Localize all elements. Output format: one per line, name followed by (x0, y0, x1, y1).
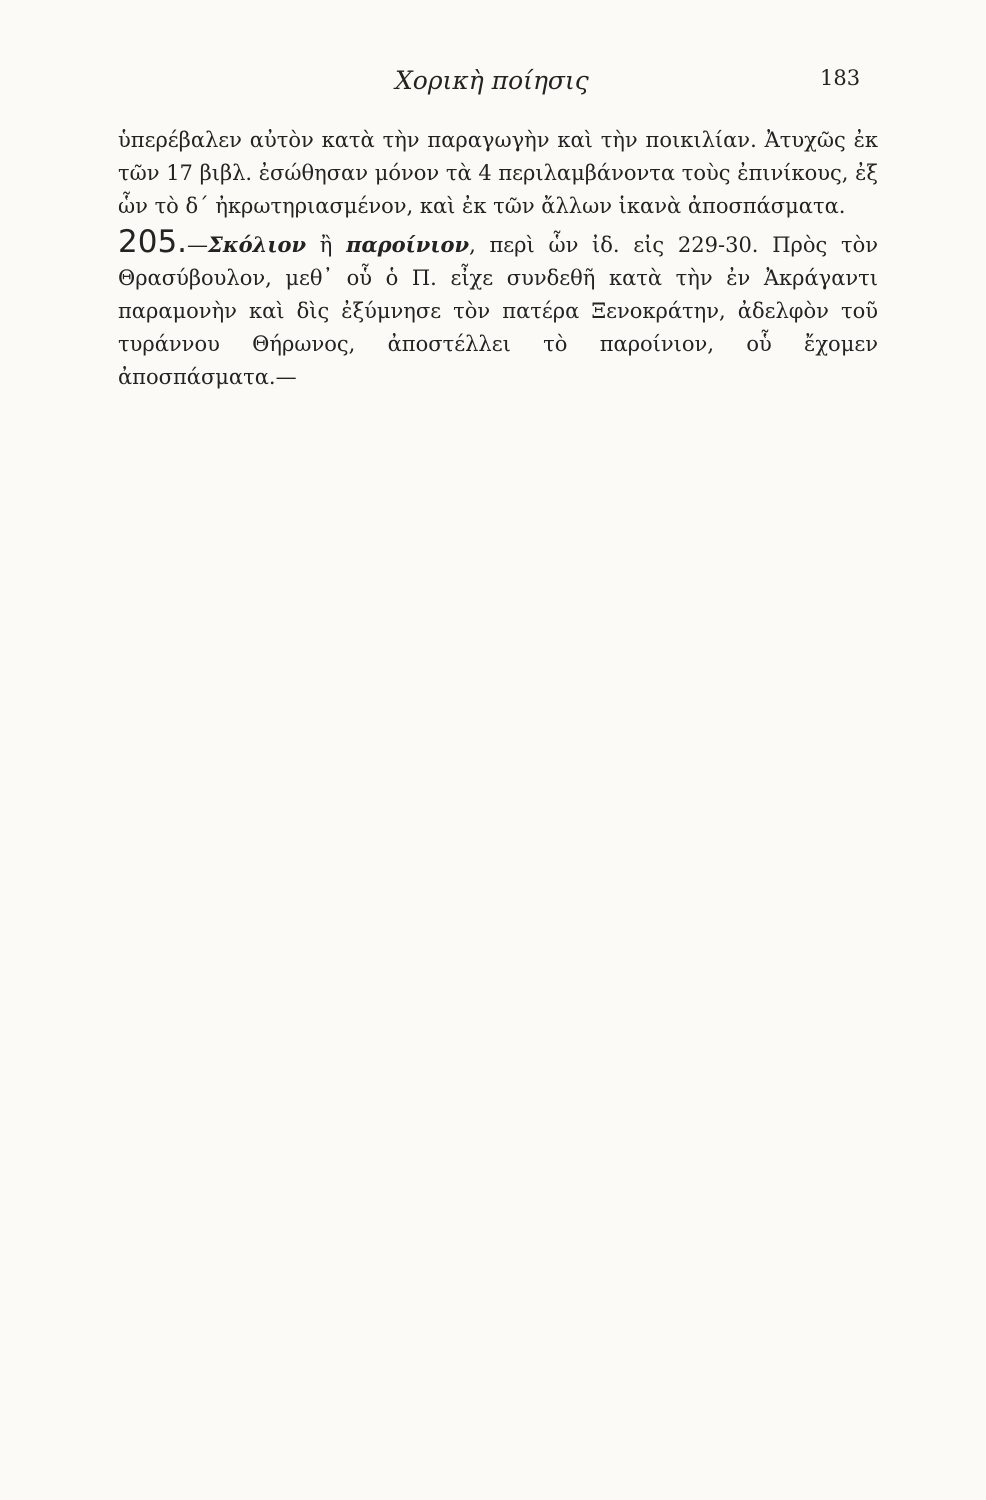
page-number: 183 (820, 66, 861, 90)
entry-number: 205. (118, 224, 188, 261)
term: Σκόλιον (208, 232, 307, 258)
or-word: ἢ (306, 233, 347, 258)
entry-205 (118, 226, 878, 393)
intro-paragraph: ὑπερέβαλεν αὐτὸν κατὰ τὴν παραγωγὴν καὶ τὴν ποικιλίαν. Ἀτυχῶς ἐκ τῶν 17 βιβλ. ἐσώθησαν μόνον τὰ 4 περιλαμβάνοντα τοὺς ἐπινίκους, ἐξ ὧν τὸ δ΄ ἠκρωτηριασμένον, καὶ ἐκ τῶν ἄλλων ἱκανὰ ἀποσπάσματα. (118, 128, 878, 218)
dash: — (187, 233, 209, 258)
running-title: Χορικὴ ποίησις (395, 66, 589, 95)
entry-text: , περὶ ὧν ἰδ. εἰς 229-30. Πρὸς τὸν Θρασύβουλον, μεθ᾽ οὗ ὁ Π. εἶχε συνδεθῆ κατὰ τὴν ἐν Ἀκράγαντι παραμονὴν καὶ δὶς ἐξύμνησε τὸν πατέρα Ξενοκράτην, ἀδελφὸν τοῦ τυράννου Θήρωνος, ἀποστέλλει τὸ παροίνιον, οὗ ἔχομεν ἀποσπάσματα.— (118, 233, 878, 389)
body-text (118, 124, 878, 393)
running-header (0, 66, 986, 102)
term: παροίνιον (346, 232, 470, 258)
